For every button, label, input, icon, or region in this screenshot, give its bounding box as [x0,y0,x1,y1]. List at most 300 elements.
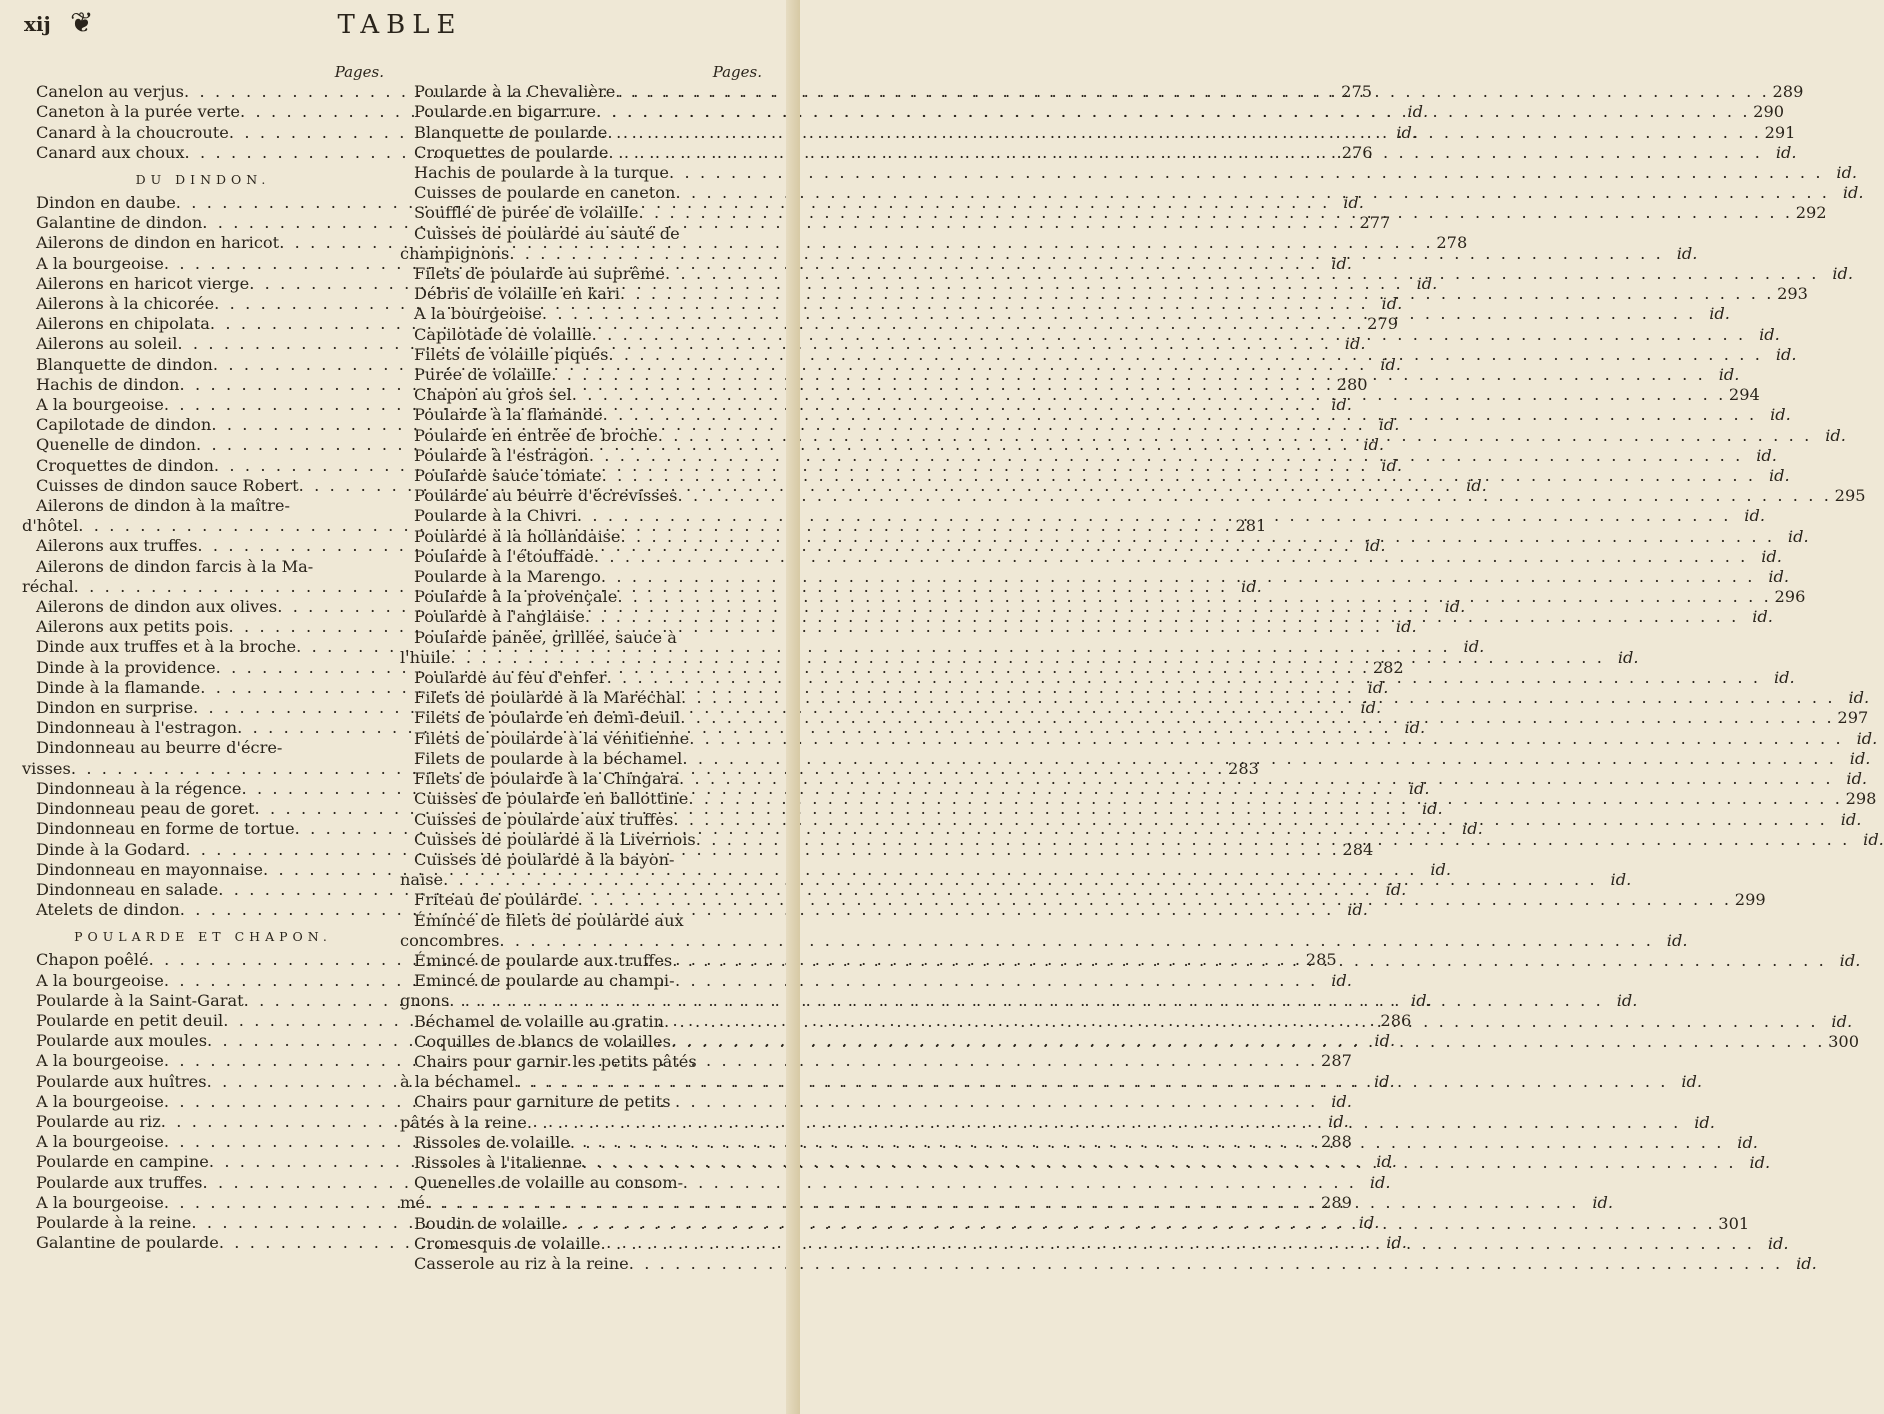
dot-leader [578,890,1732,910]
entry-page-number: id. [1846,769,1868,789]
entry-page-number: id. [1775,142,1797,162]
dot-leader [450,648,1604,668]
entry-page-number: id. [1737,1132,1758,1152]
entry-title: A la bourgeoise [414,304,542,324]
entry-page-number: 298 [1845,789,1877,809]
entry-page-number: id. [1343,193,1364,212]
entry-page-number: id. [1756,445,1777,465]
entry-page-number: id. [1421,799,1443,819]
entry-title: Canard aux choux [36,142,185,162]
index-entry [400,607,1773,627]
entry-title: naise [400,870,444,890]
entry-title: Poularde sauce tomate [414,466,602,486]
entry-page-number: 292 [1795,203,1827,223]
entry-title: Canelon au verjus [36,82,184,102]
entry-title: Capilotade de volaille [414,324,592,344]
entry-page-number: id. [1386,1233,1407,1253]
index-entry [400,1152,1771,1173]
entry-title: Chapon au gros sel [414,385,572,405]
entry-page-number: 278 [1436,233,1468,253]
entry-title: Filets de poularde à la Maréchal [414,688,682,708]
entry-title: A la bourgeoise [36,1132,164,1152]
entry-page-number: 280 [1336,374,1368,394]
dot-leader [589,446,1743,466]
entry-page-number: id. [1430,859,1452,879]
entry-title: Poularde en entrée de broche [414,425,658,445]
entry-title: Chapon poêlé [36,950,149,970]
pages-label-left: Pages. [334,63,384,81]
entry-page-number: 281 [1235,516,1267,536]
entry-title: Ailerons au soleil [36,334,178,354]
entry-title: Dindonneau à l'estragon [36,718,238,738]
entry-title: Ailerons aux petits pois [36,617,229,637]
entry-page-number: id. [1617,647,1639,667]
entry-title: Blanquette de poularde [414,122,608,142]
dot-leader [499,931,1653,951]
entry-page-number: 279 [1367,314,1398,334]
dot-leader [607,123,1761,143]
dot-leader [572,385,1726,405]
entry-page-number: id. [1592,1193,1614,1213]
entry-title: Dinde à la Godard [36,839,186,859]
entry-page-number: id. [1360,698,1382,718]
entry-title: Poularde à la Saint-Garat [36,990,244,1010]
dot-leader [608,143,1762,163]
index-entry-line: Cuisses de poularde au sauté de [414,223,680,243]
entry-title: gnons [400,991,450,1011]
index-entry [400,769,1868,789]
entry-page-number: 296 [1774,587,1806,607]
dot-leader [671,1032,1825,1052]
entry-title: Ailerons de dindon en haricot [36,233,280,253]
entry-page-number: 276 [1341,142,1373,162]
index-entry [400,930,1688,951]
entry-page-number: id. [1718,365,1740,385]
pages-label-right: Pages. [712,63,762,81]
entry-title: Atelets de dindon [36,900,180,920]
entry-page-number: id. [1848,688,1870,708]
entry-page-number: id. [1344,334,1366,354]
page-header [0,2,800,42]
index-entry [400,1253,1817,1274]
entry-title: Poularde en bigarrure [414,102,596,122]
index-entry-line: Emincé de poularde au champi- [414,971,675,991]
entry-title: Poularde au riz [36,1111,161,1131]
entry-page-number: 301 [1718,1213,1750,1233]
entry-page-number: id. [1381,455,1402,475]
entry-title: Casserole au riz à la reine [414,1253,629,1273]
dot-leader [682,749,1836,769]
entry-page-number: id. [1407,102,1429,122]
index-entry [400,567,1790,587]
entry-page-number: id. [1408,778,1430,798]
entry-page-number: id. [1787,526,1809,546]
entry-page-number: id. [1411,990,1432,1010]
dot-leader [592,325,1746,345]
entry-title: Poularde à l'étouffade [414,546,594,566]
dot-leader [551,365,1705,385]
dot-leader [677,486,1831,506]
entry-title: A la bourgeoise [36,1192,164,1212]
fleuron-ornament-icon: ❦ [70,6,94,39]
entry-title: Filets de poularde à la Chingara [414,769,679,789]
entry-page-number: id. [1331,395,1352,415]
entry-page-number: id. [1358,1212,1380,1232]
index-entry-line: Ailerons de dindon farcis à la Ma- [36,556,314,576]
index-entry-line: Dindonneau au beurre d'écre- [36,738,283,758]
entry-page-number: id. [1376,1152,1397,1172]
dot-leader [629,1254,1783,1274]
entry-title: Poularde aux huîtres [36,1071,207,1091]
entry-title: Poularde à la Marengo [414,567,601,587]
index-entry [400,668,1795,688]
entry-page-number: 290 [1753,102,1785,122]
dot-leader [582,1153,1736,1173]
dot-leader [202,1173,1356,1193]
entry-title: Cuisses de poularde aux truffes [414,809,674,829]
entry-page-number: id. [1825,425,1846,445]
entry-page-number: id. [1616,991,1638,1011]
entry-title: Croquettes de poularde [414,142,609,162]
entry-page-number: id. [1752,607,1773,627]
entry-title: concombres [400,930,500,950]
entry-page-number: id. [1385,879,1407,899]
dot-leader [601,567,1755,587]
index-entry [400,991,1638,1011]
entry-page-number: id. [1676,243,1698,263]
entry-page-number: id. [1749,1152,1771,1172]
entry-title: Poularde en petit deuil [36,1010,224,1030]
entry-title: Boudin de volaille [414,1213,562,1233]
entry-title: Poularde au beurre d'écrevisses [414,486,678,506]
page-number: xij [24,12,51,36]
entry-page-number: id. [1770,405,1791,425]
entry-title: Quenelle de dindon [36,435,196,455]
entry-title: Filets de volaille piqués [414,344,609,364]
entry-page-number: id. [1395,617,1417,637]
entry-page-number: 300 [1828,1031,1860,1051]
entry-page-number: 283 [1228,758,1259,778]
entry-title: Soufflé de purée de volaille [414,203,639,223]
dot-leader [594,547,1748,567]
dot-leader [449,991,1603,1011]
entry-title: Galantine de dindon [36,213,203,233]
entry-page-number: id. [1380,354,1401,374]
entry-page-number: 277 [1359,213,1391,233]
entry-page-number: id. [1709,304,1730,324]
dot-leader [509,244,1663,264]
entry-page-number: id. [1369,1172,1391,1192]
entry-page-number: 284 [1342,839,1374,859]
dot-leader [514,1072,1668,1092]
index-entry [400,183,1864,203]
entry-title: champignons [400,243,510,263]
index-entry [400,425,1846,446]
entry-title: Dindonneau à la régence [36,778,242,798]
entry-page-number: 297 [1837,708,1869,728]
entry-page-number: 295 [1834,486,1866,506]
dot-leader [607,668,1761,688]
entry-page-number: id. [1759,324,1780,344]
entry-title: réchal [22,576,74,596]
entry-page-number: id. [1840,809,1862,829]
entry-title: Cromesquis de volaille [414,1233,601,1253]
entry-page-number: id. [1416,273,1438,293]
index-entry [400,1072,1703,1092]
index-entry [400,445,1777,466]
entry-page-number: 288 [1321,1132,1352,1152]
entry-title: Ailerons en haricot vierge [36,273,250,293]
dot-leader [688,789,1842,809]
index-entry-line: Cuisses de poularde à la bayon- [414,849,675,869]
entry-page-number: id. [1331,970,1352,990]
entry-title: Caneton à la purée verte [36,102,241,122]
entry-title: Dindonneau en mayonnaise [36,859,263,879]
entry-title: Poularde à la flamande [414,405,603,425]
index-entry-line: Quenelles de volaille au consom- [414,1173,684,1193]
entry-page-number: id. [1842,183,1864,203]
entry-title: à la béchamel [400,1072,514,1092]
entry-title: Poularde à la hollandaise [414,526,621,546]
entry-page-number: 275 [1341,82,1373,102]
page-edge [786,0,800,1414]
dot-leader [608,345,1762,365]
entry-page-number: id. [1462,819,1483,839]
entry-page-number: id. [1773,668,1795,688]
page-title: TABLE [337,10,463,40]
entry-page-number: id. [1796,1253,1817,1273]
dot-leader [577,506,1731,526]
dot-leader [596,102,1750,122]
dot-leader [689,729,1843,749]
entry-title: Coquilles de blancs de volailles [414,1031,671,1051]
entry-title: A la bourgeoise [36,1051,164,1071]
entry-title: mé [400,1193,425,1213]
entry-title: Ailerons aux truffes [36,536,198,556]
entry-page-number: 293 [1777,284,1808,304]
entry-title: pâtés à la reine [400,1112,527,1132]
entry-page-number: id. [1767,1233,1789,1253]
dot-leader [425,1193,1579,1213]
entry-title: Cuisses de dindon sauce Robert [36,475,299,495]
entry-page-number: id. [1363,435,1385,455]
entry-page-number: 294 [1728,385,1760,405]
entry-page-number: id. [1374,1031,1396,1051]
index-entry [400,708,1869,728]
entry-title: Dindonneau peau de goret [36,799,255,819]
entry-page-number: id. [1761,546,1782,566]
entry-title: A la bourgeoise [36,970,164,990]
entry-title: Filets de poularde en demi-deuil [414,708,681,728]
entry-title: Dindonneau en forme de tortue [36,819,295,839]
dot-leader [585,607,1739,627]
dot-leader [561,1214,1715,1234]
dot-leader [673,810,1827,830]
entry-page-number: id. [1444,597,1466,617]
entry-title: Dinde aux truffes et à la broche [36,637,297,657]
entry-title: Émincé de poularde aux truffes [414,950,673,970]
entry-title: visses [22,758,71,778]
entry-title: Ailerons à la chicorée [36,294,215,314]
section-heading: POULARDE ET CHAPON. [74,929,332,945]
dot-leader [680,708,1834,728]
entry-title: Croquettes de dindon [36,455,214,475]
dot-leader [527,1113,1681,1133]
entry-title: Poularde aux truffes [36,1172,203,1192]
entry-title: Dindon en daube [36,193,176,212]
index-entry [400,486,1866,506]
entry-page-number: id. [1331,1091,1352,1111]
entry-title: Filets de poularde à la béchamel [414,748,683,768]
entry-title: Hachis de dindon [36,374,180,394]
entry-title: Poularde aux moules [36,1031,207,1051]
entry-page-number: id. [1839,950,1861,970]
entry-page-number: 286 [1380,1010,1412,1030]
entry-title: Poularde à la reine [36,1212,192,1232]
entry-title: Débris de volaille en kari [414,284,620,304]
entry-page-number: id. [1463,637,1485,657]
dot-leader [675,183,1829,203]
dot-leader [665,264,1819,284]
entry-title: Rissoles à l'italienne [414,1152,583,1172]
entry-title: Capilotade de dindon [36,415,212,435]
dot-leader [542,304,1696,324]
entry-title: Poularde à la Chevalière [414,82,616,102]
entry-title: Filets de poularde à la vénitienne [414,728,690,748]
entry-page-number: id. [1404,718,1426,738]
entry-page-number: id. [1241,576,1262,596]
dot-leader [658,426,1812,446]
entry-title: A la bourgeoise [36,1091,164,1111]
index-entry [400,870,1632,890]
entry-page-number: 299 [1734,890,1766,910]
dot-leader [664,1012,1818,1032]
index-entry-line: Poularde panée, grillée, sauce à [414,627,677,647]
entry-title: Cuisses de poularde en caneton [414,183,676,203]
entry-page-number: id. [1328,1111,1349,1131]
entry-page-number: 287 [1321,1051,1352,1071]
entry-page-number: id. [1381,294,1403,314]
entry-title: Cuisses de poularde en ballottine [414,789,689,809]
entry-page-number: 289 [1772,82,1804,102]
entry-page-number: id. [1836,163,1858,182]
entry-title: Poularde en campine [36,1152,209,1172]
entry-page-number: id. [1831,1011,1853,1031]
entry-title: Poularde à la Chivri [414,506,577,526]
entry-page-number: id. [1610,870,1632,890]
entry-title: A la bourgeoise [36,395,164,415]
index-entry [400,1233,1789,1254]
entry-title: Hachis de poularde à la turque [414,163,669,182]
entry-page-number: id. [1396,122,1417,142]
entry-title: Rissoles de volaille [414,1132,570,1152]
index-entry [400,344,1797,365]
index-entry [400,688,1870,708]
dot-leader [639,203,1793,223]
entry-page-number: id. [1768,466,1790,486]
index-entry-line: Ailerons de dindon à la maître- [36,496,290,516]
entry-title: Dinde à la flamande [36,677,201,697]
entry-title: Ailerons en chipolata [36,314,210,334]
entry-title: Cuisses de poularde à la Livernois [414,829,696,849]
entry-page-number: id. [1681,1072,1703,1092]
entry-title: Poularde à l'anglaise [414,607,585,627]
entry-title: Dinde à la providence [36,657,216,677]
index-entry [400,1112,1715,1133]
entry-title: Friteau de poularde [414,890,578,910]
index-entry [400,163,1858,183]
dot-leader [570,1133,1724,1153]
section-heading: DU DINDON. [135,172,271,187]
index-entry-line: Émincé de filets de poularde aux [414,910,684,930]
index-entry [400,728,1878,749]
entry-page-number: id. [1347,900,1368,920]
entry-page-number: id. [1863,829,1884,849]
entry-page-number: 285 [1305,950,1337,970]
dot-leader [679,769,1833,789]
index-entry [400,546,1782,567]
entry-title: Dindonneau en salade [36,879,219,899]
entry-title: Béchamel de volaille au gratin [414,1011,665,1031]
dot-leader [696,830,1850,850]
entry-title: Filets de poularde au suprême [414,264,665,284]
dot-leader [600,1234,1754,1254]
entry-page-number: id. [1768,567,1790,587]
entry-page-number: id. [1694,1112,1715,1132]
entry-page-number: id. [1373,1071,1395,1091]
index-entry-line: Chairs pour garniture de petits [414,1092,671,1112]
entry-title: Poularde à l'estragon [414,445,589,465]
entry-page-number: 282 [1372,657,1404,677]
entry-page-number: id. [1367,677,1389,697]
entry-title: Poularde à la provençale [414,587,618,607]
index-entry [400,466,1790,486]
entry-title: Poularde au feu d'enfer [414,668,607,688]
entry-page-number: id. [1744,506,1765,526]
entry-page-number: id. [1832,264,1854,284]
dot-leader [443,870,1597,890]
entry-page-number: id. [1331,253,1352,273]
entry-page-number: id. [1849,748,1871,768]
dot-leader [681,688,1835,708]
index-entry [400,809,1862,830]
dot-leader [669,163,1823,183]
entry-page-number: id. [1364,536,1386,556]
entry-page-number: id. [1466,475,1487,495]
entry-page-number: id. [1666,930,1688,950]
dot-leader [672,951,1826,971]
entry-title: Blanquette de dindon [36,354,213,374]
entry-title: Purée de volaille [414,365,552,385]
entry-page-number: 289 [1321,1192,1352,1212]
index-entry [400,264,1854,284]
entry-title: Galantine de poularde [36,1233,219,1253]
index-entry [400,405,1791,425]
entry-title: A la bourgeoise [36,253,164,273]
entry-title: Ailerons de dindon aux olives [36,597,278,617]
entry-page-number: id. [1775,344,1797,364]
entry-page-number: 291 [1764,122,1796,142]
entry-title: Canard à la choucroute [36,122,229,142]
entry-page-number: id. [1378,415,1400,435]
entry-title: d'hôtel [22,516,79,536]
entry-title: l'huile [400,647,451,667]
dot-leader [603,405,1757,425]
entry-title: Dindon en surprise [36,698,194,718]
dot-leader [602,466,1756,486]
entry-page-number: id. [1856,728,1878,748]
index-entry-line: Chairs pour garnir les petits pâtés [414,1051,697,1071]
